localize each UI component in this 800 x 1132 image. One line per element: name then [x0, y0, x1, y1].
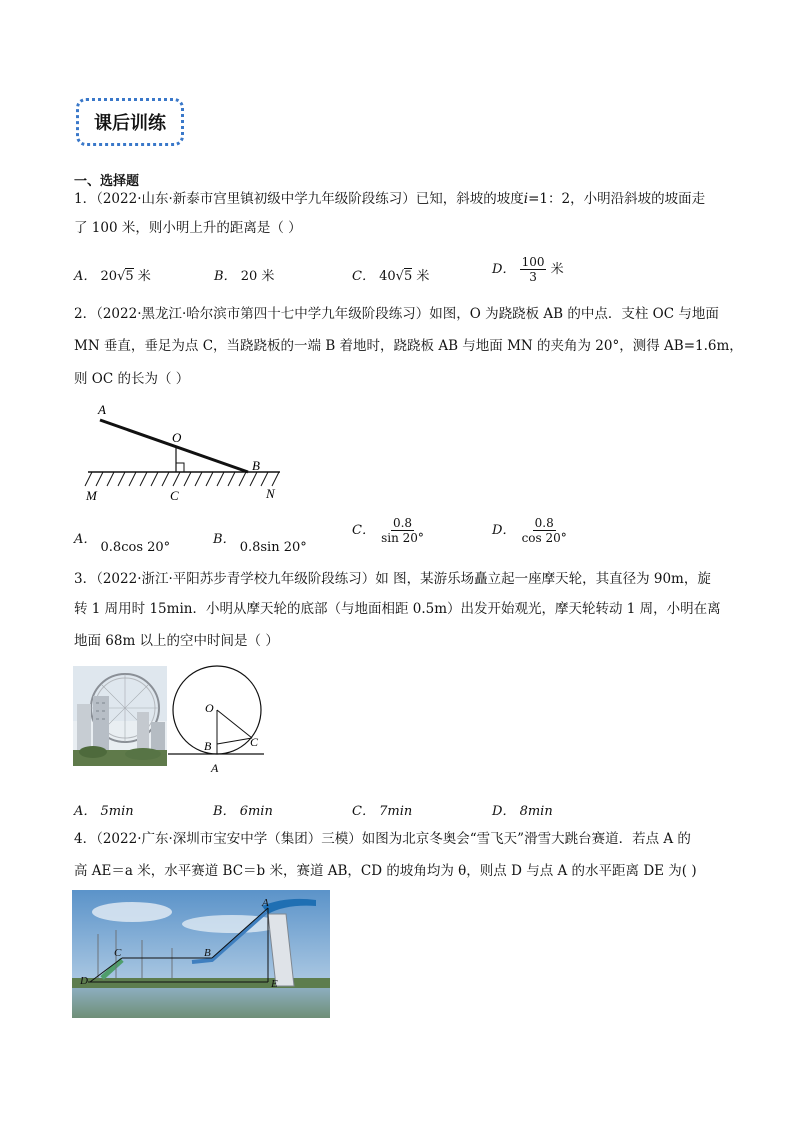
q2-option-a-letter: A．	[74, 532, 97, 547]
q3-wheel-diagram	[168, 664, 264, 778]
q3-option-a-letter: A．	[74, 804, 97, 819]
ferris-wheel-photo	[73, 666, 167, 766]
label-d: D	[80, 975, 88, 987]
label-b: B	[204, 947, 211, 959]
q1-option-a-letter: A．	[74, 269, 97, 284]
sqrt-icon: √	[395, 269, 404, 284]
q1-option-a-coef: 20	[100, 269, 118, 284]
q1-stem-line2: 了 100 米，则小明上升的距离是（ ）	[74, 220, 302, 236]
q2-seesaw-figure	[80, 400, 290, 505]
q1-option-c[interactable]	[352, 265, 429, 284]
q3-option-b-text: 6min	[239, 804, 273, 819]
q2-stem-line2: MN 垂直，垂足为点 C，当跷跷板的一端 B 着地时，跷跷板 AB 与地面 MN 的夹角为 20°，测得 AB=1.6m，	[74, 338, 743, 354]
label-c: C	[170, 488, 179, 503]
q3-option-d-text: 8min	[519, 804, 553, 819]
lesson-title-box	[76, 98, 184, 146]
q2-option-a[interactable]	[74, 528, 171, 555]
q2-option-c-num: 0.8	[392, 516, 413, 530]
q3-option-d[interactable]	[492, 800, 553, 819]
label-b: B	[204, 739, 212, 753]
label-a: A	[211, 761, 219, 775]
q1-stem-text-b: =1：2，小明沿斜坡的坡面走	[528, 191, 706, 207]
q2-option-c-den: sin 20°	[381, 531, 424, 545]
ground-hatching	[85, 472, 279, 486]
q1-option-d-fraction	[520, 255, 547, 284]
label-e: E	[271, 978, 278, 990]
q1-option-b-letter: B．	[214, 269, 237, 284]
label-m: M	[86, 488, 97, 503]
seesaw-board	[100, 420, 248, 472]
radius-oc	[217, 710, 252, 738]
q2-option-d[interactable]	[492, 516, 569, 545]
q1-option-c-letter: C．	[352, 269, 375, 284]
q3-option-a[interactable]	[74, 800, 134, 819]
q1-option-d[interactable]	[492, 255, 564, 284]
q2-option-d-letter: D．	[492, 523, 516, 538]
q1-option-a[interactable]	[74, 265, 151, 284]
q1-option-d-unit: 米	[550, 262, 564, 277]
section-title: 一、选择题	[74, 174, 140, 189]
label-c: C	[250, 735, 259, 749]
q1-option-a-unit: 米	[137, 269, 151, 284]
q3-stem-line3: 地面 68m 以上的空中时间是（ ）	[74, 633, 279, 649]
q1-option-d-num: 100	[521, 255, 545, 269]
q3-option-c-text: 7min	[379, 804, 413, 819]
label-a: A	[98, 402, 106, 417]
q2-option-a-text: 0.8cos 20°	[100, 540, 171, 555]
q2-option-d-den: cos 20°	[521, 531, 567, 545]
q2-option-b[interactable]	[213, 528, 307, 555]
label-o: O	[172, 430, 182, 445]
q4-stem-line2: 高 AE＝a 米，水平赛道 BC＝b 米，赛道 AB，CD 的坡角均为 θ，则点 D 与点 A 的水平距离 DE 为( )	[74, 863, 697, 879]
ski-jump-photo	[72, 890, 330, 1018]
q4-stem-line1: 4．（2022·广东·深圳市宝安中学（集团）三模）如图为北京冬奥会“雪飞天”滑雪大跳台赛道．若点 A 的	[74, 831, 691, 847]
q3-stem-line1: 3．（2022·浙江·平阳苏步青学校九年级阶段练习）如 图，某游乐场矗立起一座摩天轮，其直径为 90m，旋	[74, 571, 711, 587]
q3-option-a-text: 5min	[100, 804, 134, 819]
sqrt-icon: √	[117, 269, 126, 284]
q2-option-b-letter: B．	[213, 532, 236, 547]
q1-option-c-unit: 米	[416, 269, 430, 284]
q2-option-b-text: 0.8sin 20°	[239, 540, 307, 555]
q2-option-d-num: 0.8	[534, 516, 554, 530]
q1-option-b-text: 20 米	[240, 269, 275, 284]
lesson-title: 课后训练	[94, 113, 166, 134]
q1-option-c-radicand: 5	[403, 269, 413, 284]
q2-option-c-letter: C．	[352, 523, 375, 538]
q1-stem-line1	[74, 190, 705, 208]
q3-option-b-letter: B．	[213, 804, 236, 819]
q3-option-c-letter: C．	[352, 804, 375, 819]
q3-option-c[interactable]	[352, 800, 412, 819]
q1-i-var: i	[523, 191, 529, 207]
label-b: B	[252, 458, 260, 473]
q3-option-b[interactable]	[213, 800, 273, 819]
q1-option-c-coef: 40	[379, 269, 396, 284]
q2-option-c[interactable]	[352, 516, 426, 545]
q3-option-d-letter: D．	[492, 804, 516, 819]
q2-option-c-fraction	[379, 516, 426, 545]
label-o: O	[205, 701, 214, 715]
q2-option-d-fraction	[520, 516, 569, 545]
q1-option-d-den: 3	[529, 270, 537, 284]
right-angle-mark	[176, 463, 184, 472]
q2-stem-line1: 2．（2022·黑龙江·哈尔滨市第四十七中学九年级阶段练习）如图，O 为跷跷板 AB 的中点．支柱 OC 与地面	[74, 306, 719, 322]
q1-option-a-radicand: 5	[125, 269, 134, 284]
q1-option-d-letter: D．	[492, 262, 516, 277]
q2-stem-line3: 则 OC 的长为（ ）	[74, 371, 190, 387]
q1-option-b[interactable]	[214, 265, 274, 284]
label-a: A	[262, 897, 269, 909]
label-n: N	[266, 486, 275, 501]
label-c: C	[114, 947, 122, 959]
q3-stem-line2: 转 1 周用时 15min．小明从摩天轮的底部（与地面相距 0.5m）出发开始观光，摩天轮转动 1 周，小明在离	[74, 601, 721, 617]
q1-stem-text: 1．（2022·山东·新泰市宫里镇初级中学九年级阶段练习）已知，斜坡的坡度	[74, 191, 524, 207]
